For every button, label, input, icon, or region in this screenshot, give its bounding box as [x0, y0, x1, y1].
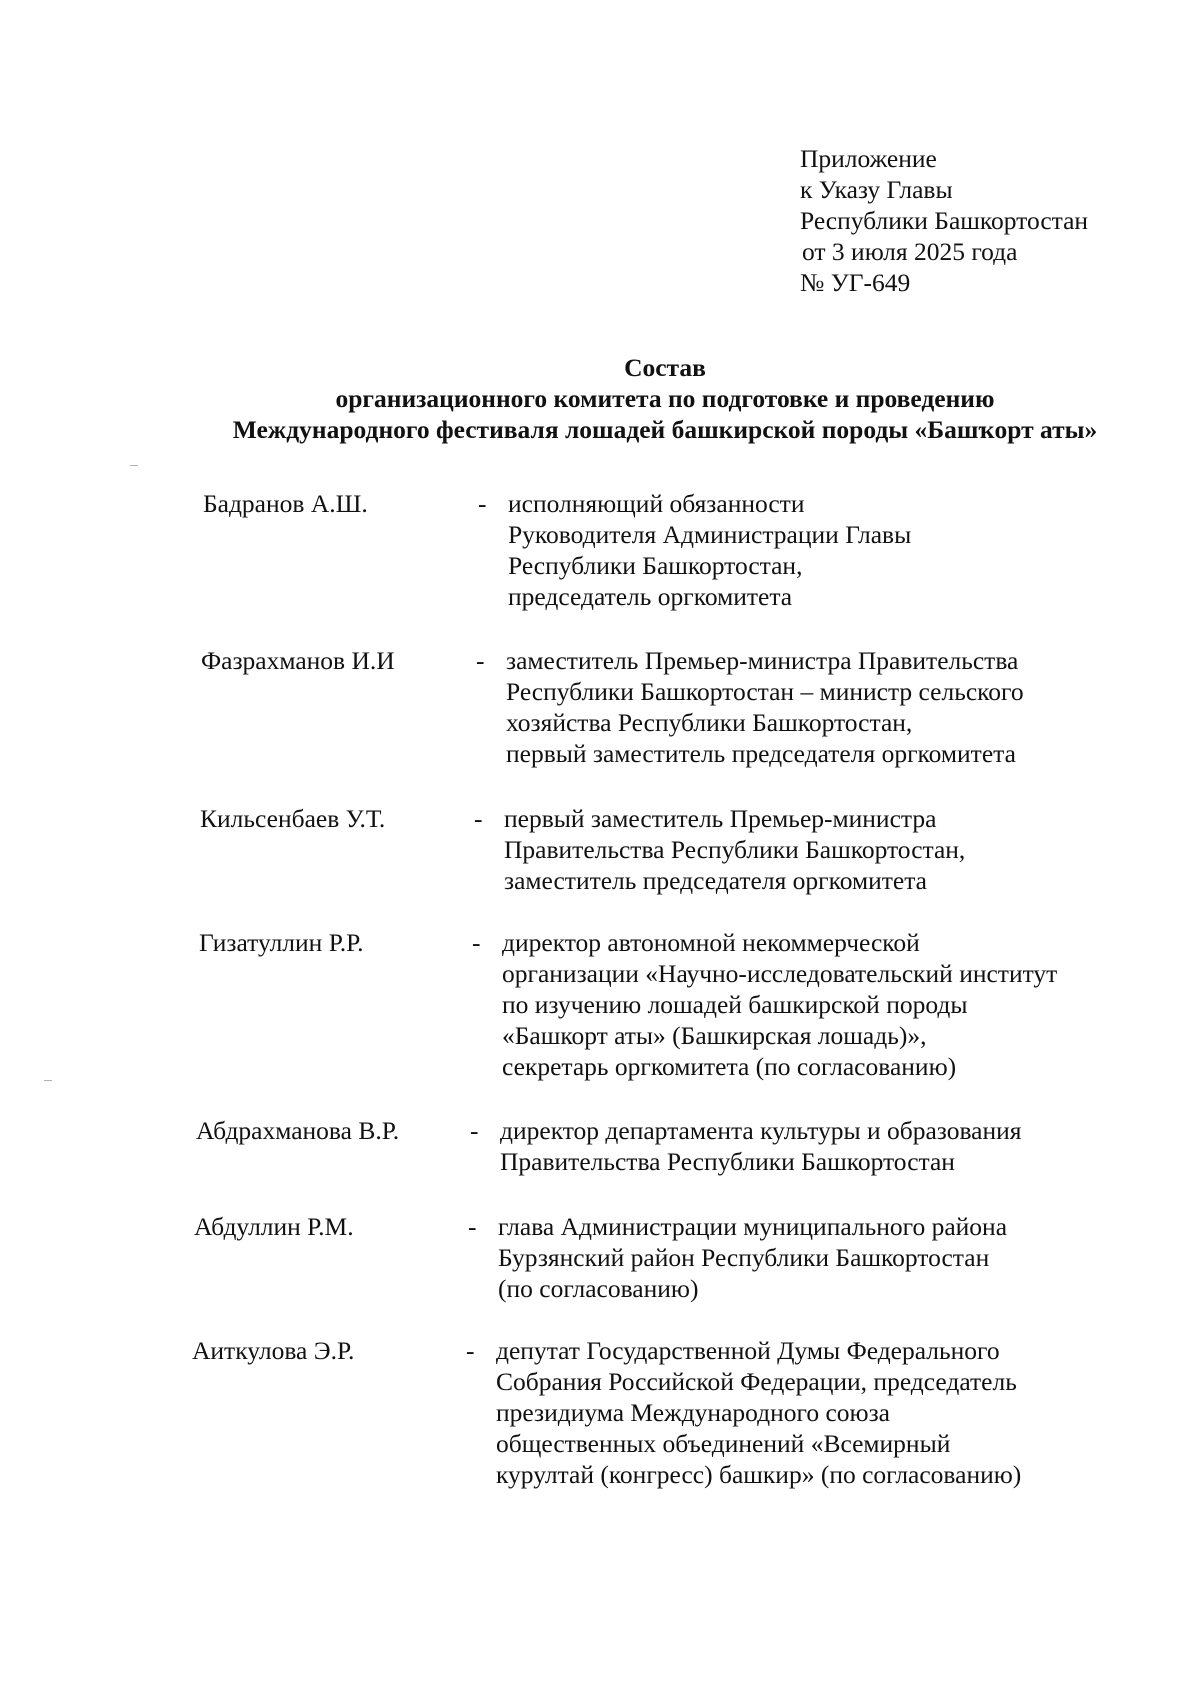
scan-artifact	[130, 465, 138, 466]
role-line: секретарь оргкомитета (по согласованию)	[502, 1052, 957, 1081]
role-line: организации «Научно-исследовательский институт	[502, 959, 1058, 988]
member-name: Абдрахманова В.Р.	[196, 1116, 400, 1145]
member-role	[496, 1335, 1116, 1490]
member-name: Аиткулова Э.Р.	[192, 1336, 355, 1365]
role-line: председатель оргкомитета	[508, 582, 793, 611]
member-role	[504, 803, 1124, 896]
member-dash: -	[478, 489, 487, 518]
role-line: курултай (конгресс) башкир» (по согласованию)	[496, 1460, 1022, 1489]
role-line: Правительства Республики Башкортостан,	[504, 835, 966, 864]
role-line: Республики Башкортостан – министр сельского	[506, 677, 1024, 706]
role-line: исполняющий обязанности	[508, 489, 805, 518]
member-dash: -	[472, 928, 481, 957]
appendix-line: № УГ-649	[800, 268, 911, 297]
scan-artifact	[44, 1080, 52, 1081]
role-line: Руководителя Администрации Главы	[508, 520, 912, 549]
member-dash: -	[474, 804, 483, 833]
role-line: заместитель председателя оргкомитета	[504, 866, 928, 895]
role-line: «Башкорт аты» (Башкирская лошадь)»,	[502, 1021, 927, 1050]
role-line: (по согласованию)	[498, 1274, 699, 1303]
role-line: хозяйства Республики Башкортостан,	[506, 708, 913, 737]
member-name: Фазрахманов И.И	[201, 646, 395, 675]
member-name: Абдуллин Р.М.	[194, 1212, 354, 1241]
member-role	[508, 488, 1128, 612]
role-line: Собрания Российской Федерации, председатель	[496, 1367, 1017, 1396]
role-line: директор автономной некоммерческой	[502, 928, 920, 957]
member-dash: -	[466, 1336, 475, 1365]
heading-line: организационного комитета по подготовке и проведению	[335, 384, 995, 413]
appendix-line: к Указу Главы	[800, 175, 953, 204]
heading-title: Состав	[624, 353, 706, 382]
appendix-line: Приложение	[800, 144, 937, 173]
member-dash: -	[470, 1116, 479, 1145]
role-line: общественных объединений «Всемирный	[496, 1429, 951, 1458]
member-name: Кильсенбаев У.Т.	[200, 804, 386, 833]
heading-line: Международного фестиваля лошадей башкирской породы «Башҡорт аты»	[232, 415, 1098, 444]
role-line: первый заместитель председателя оргкомитета	[506, 739, 1016, 768]
role-line: директор департамента культуры и образования	[500, 1116, 1022, 1145]
member-role	[506, 645, 1126, 769]
member-role	[500, 1115, 1120, 1177]
member-name: Гизатуллин Р.Р.	[199, 928, 364, 957]
document-heading	[150, 352, 1180, 445]
member-name: Бадранов А.Ш.	[203, 489, 368, 518]
member-role	[502, 927, 1122, 1082]
role-line: заместитель Премьер-министра Правительства	[506, 646, 1019, 675]
role-line: депутат Государственной Думы Федерального	[496, 1336, 1000, 1365]
appendix-block	[800, 143, 1180, 298]
role-line: Бурзянский район Республики Башкортостан	[498, 1243, 990, 1272]
appendix-line: Республики Башкортостан	[800, 206, 1089, 235]
member-dash: -	[476, 646, 485, 675]
member-role	[498, 1211, 1118, 1304]
role-line: глава Администрации муниципального района	[498, 1212, 1008, 1241]
member-dash: -	[468, 1212, 477, 1241]
role-line: Республики Башкортостан,	[508, 551, 803, 580]
role-line: президиума Международного союза	[496, 1398, 890, 1427]
role-line: первый заместитель Премьер-министра	[504, 804, 937, 833]
role-line: Правительства Республики Башкортостан	[500, 1147, 955, 1176]
role-line: по изучению лошадей башкирской породы	[502, 990, 968, 1019]
appendix-line: от 3 июля 2025 года	[802, 237, 1018, 266]
